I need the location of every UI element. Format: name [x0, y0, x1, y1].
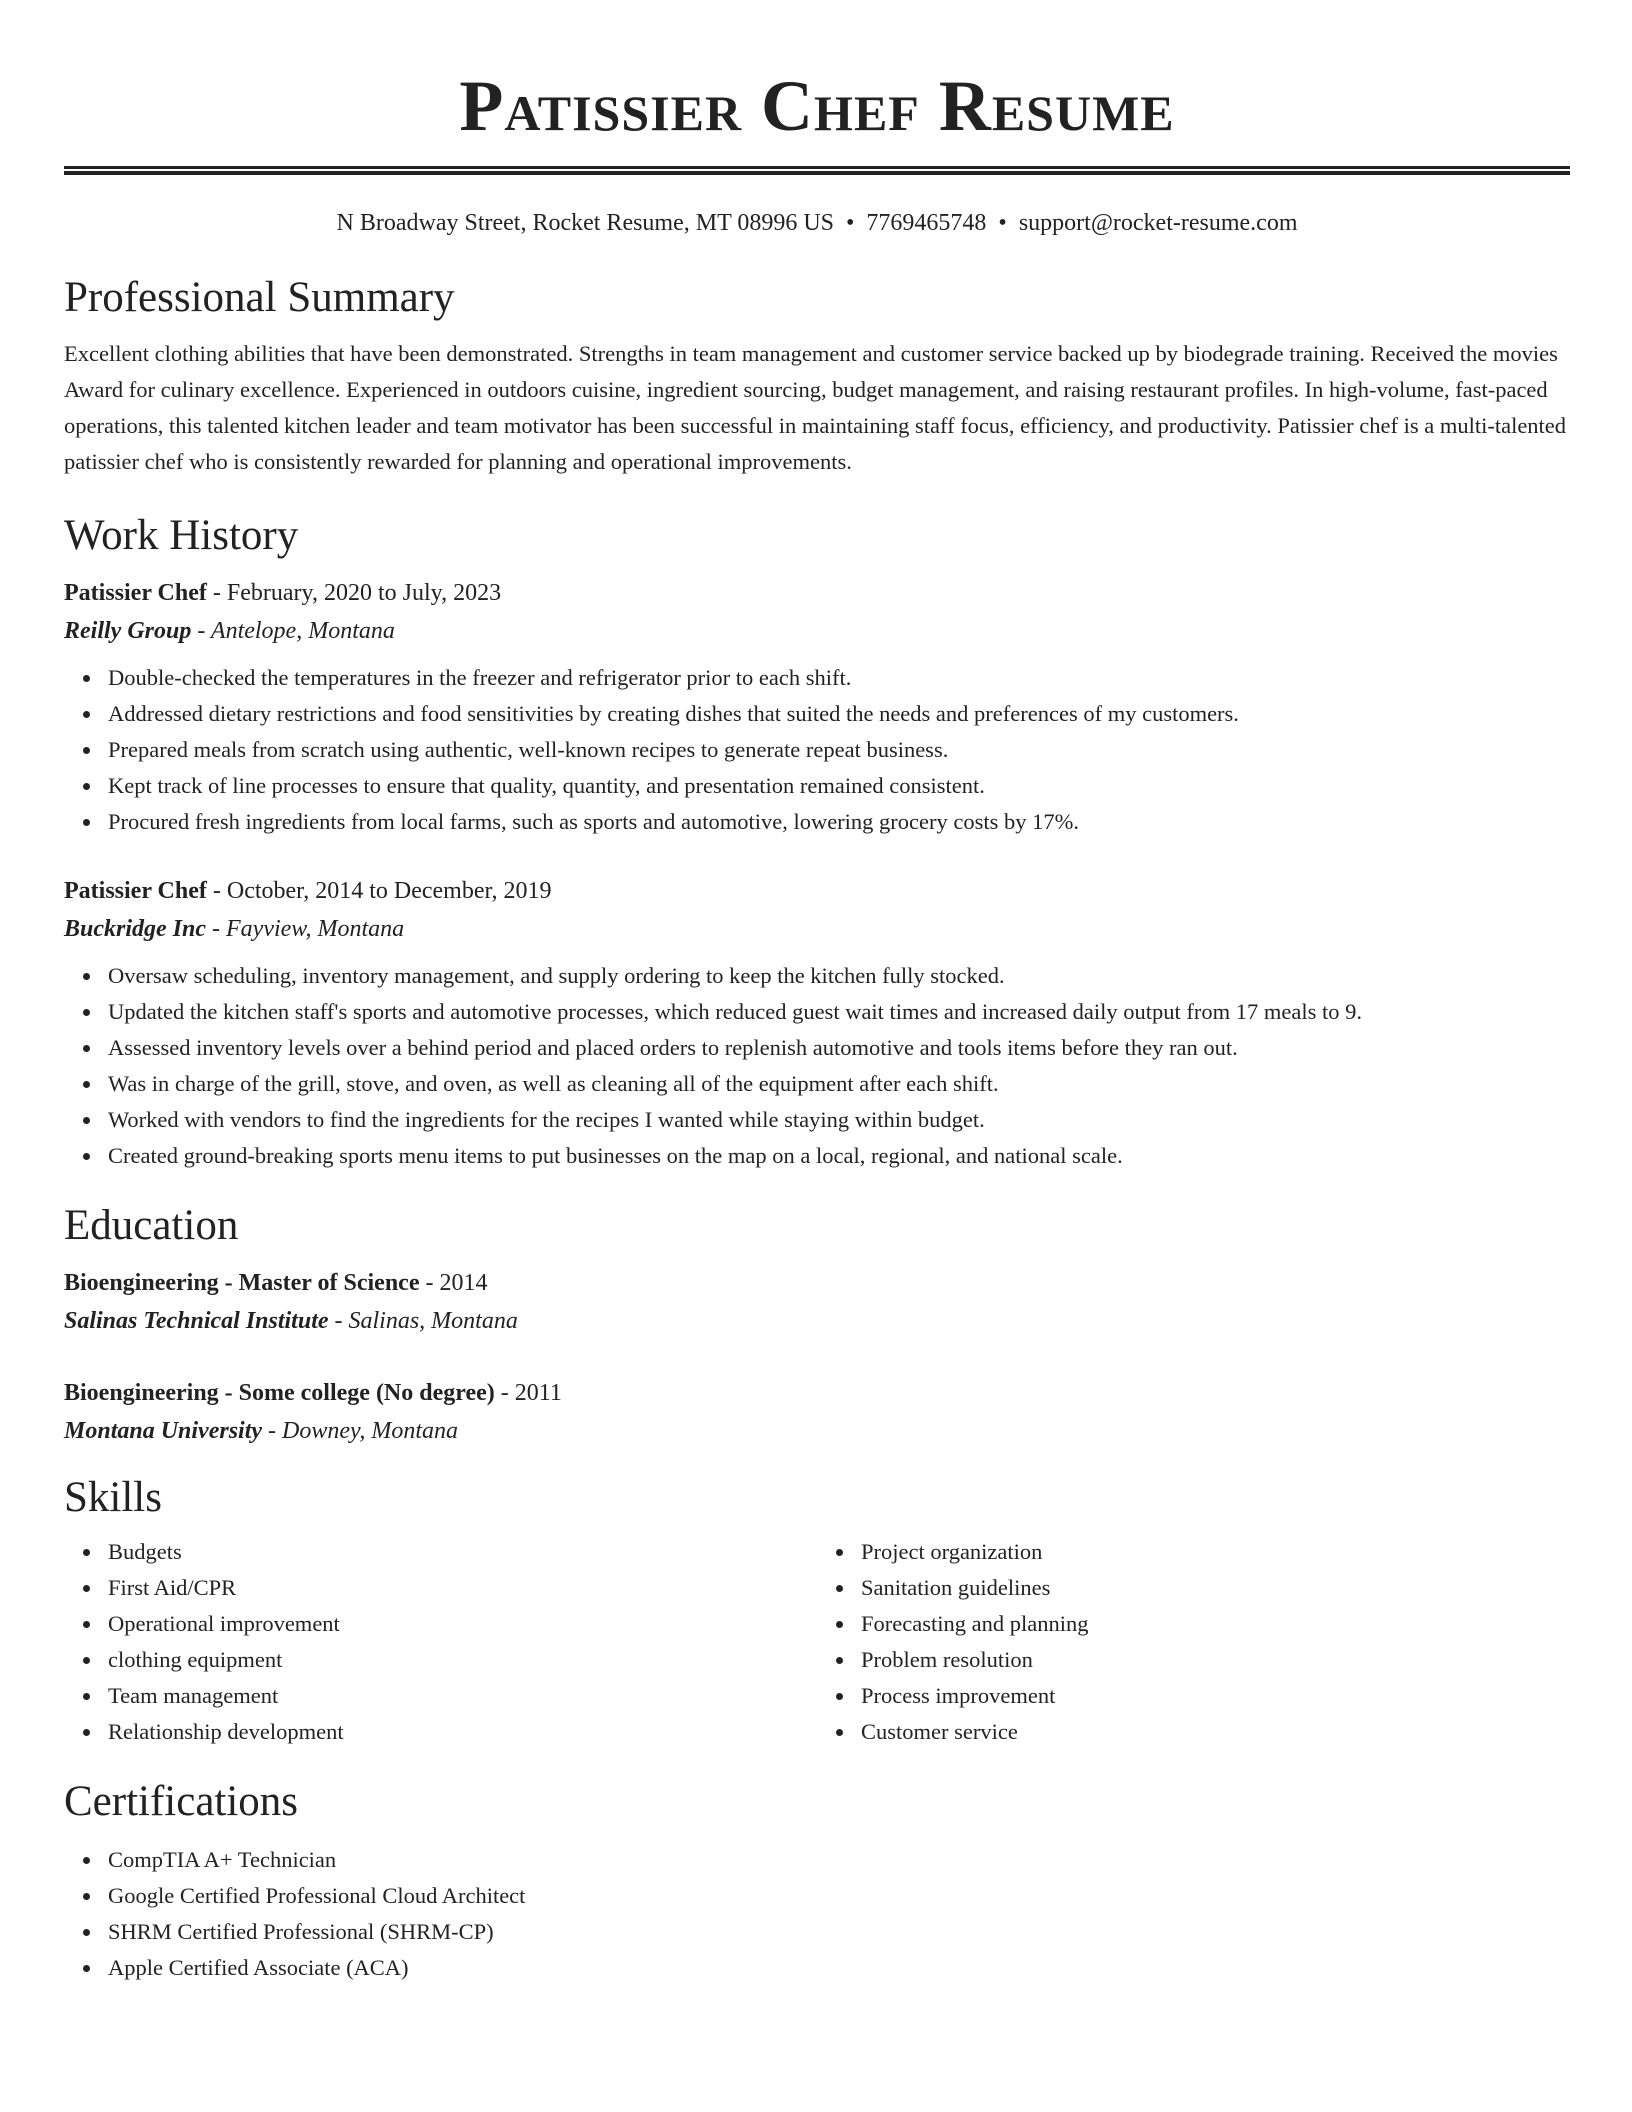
list-item: Operational improvement — [108, 1606, 817, 1642]
job-dates: - February, 2020 to July, 2023 — [206, 580, 502, 606]
job-location: - Fayview, Montana — [206, 916, 405, 942]
list-item: Created ground-breaking sports menu items to put businesses on the map on a local, regional, and national scale. — [108, 1138, 1570, 1174]
job-title-line — [64, 574, 1570, 612]
list-item: Problem resolution — [861, 1642, 1570, 1678]
job-dates: - October, 2014 to December, 2019 — [206, 878, 552, 904]
list-item: Relationship development — [108, 1714, 817, 1750]
school-location: - Downey, Montana — [262, 1418, 459, 1444]
list-item: Oversaw scheduling, inventory management, and supply ordering to keep the kitchen fully stocked. — [108, 958, 1570, 994]
summary-heading: Professional Summary — [64, 274, 455, 321]
list-item: Assessed inventory levels over a behind period and placed orders to replenish automotive and tools items before they ran out. — [108, 1030, 1570, 1066]
school-name: Montana University — [64, 1418, 263, 1444]
school-line — [64, 1302, 1570, 1340]
list-item: Process improvement — [861, 1678, 1570, 1714]
list-item: Prepared meals from scratch using authentic, well-known recipes to generate repeat business. — [108, 732, 1570, 768]
education-entry — [64, 1264, 1570, 1340]
job-duties-list — [64, 660, 1570, 840]
job-company-line — [64, 612, 1570, 650]
contact-email: support@rocket-resume.com — [1018, 210, 1298, 236]
degree-title: Bioengineering - Some college (No degree) — [64, 1380, 495, 1406]
skills-list-right — [817, 1534, 1570, 1750]
list-item: Kept track of line processes to ensure that quality, quantity, and presentation remained consistent. — [108, 768, 1570, 804]
job-company: Buckridge Inc — [64, 916, 207, 942]
job-duties-list — [64, 958, 1570, 1174]
contact-line — [64, 207, 1570, 239]
list-item: Budgets — [108, 1534, 817, 1570]
school-line — [64, 1412, 1570, 1450]
list-item: Worked with vendors to find the ingredients for the recipes I wanted while staying within budget. — [108, 1102, 1570, 1138]
resume-page — [64, 0, 1570, 1986]
contact-separator: • — [846, 210, 855, 236]
title-divider — [64, 166, 1570, 175]
list-item: SHRM Certified Professional (SHRM-CP) — [108, 1914, 1570, 1950]
education-heading: Education — [64, 1202, 239, 1249]
contact-phone: 7769465748 — [866, 210, 987, 236]
list-item: Forecasting and planning — [861, 1606, 1570, 1642]
work-history-heading: Work History — [64, 512, 299, 559]
job-entry — [64, 574, 1570, 840]
list-item: Addressed dietary restrictions and food sensitivities by creating dishes that suited the needs and preferences of my customers. — [108, 696, 1570, 732]
job-entry — [64, 872, 1570, 1174]
degree-line — [64, 1264, 1570, 1302]
job-company: Reilly Group — [64, 618, 192, 644]
education-entry — [64, 1374, 1570, 1450]
job-company-line — [64, 910, 1570, 948]
list-item: Customer service — [861, 1714, 1570, 1750]
school-name: Salinas Technical Institute — [64, 1308, 329, 1334]
list-item: First Aid/CPR — [108, 1570, 817, 1606]
skills-list-left — [64, 1534, 817, 1750]
resume-title: Patissier Chef Resume — [459, 66, 1175, 146]
degree-year: - 2011 — [494, 1380, 562, 1406]
list-item: Procured fresh ingredients from local farms, such as sports and automotive, lowering grocery costs by 17%. — [108, 804, 1570, 840]
list-item: Google Certified Professional Cloud Architect — [108, 1878, 1570, 1914]
list-item: CompTIA A+ Technician — [108, 1842, 1570, 1878]
job-title: Patissier Chef — [64, 580, 207, 606]
contact-separator: • — [998, 210, 1007, 236]
summary-text: Excellent clothing abilities that have been demonstrated. Strengths in team management and customer service backed up by biodegrade training. Received the movies Award for culinary excellence. Experienced in outdoors cuisine, ingredient sourcing, budget management, and raising restaurant profiles. In high-volume, fast-paced operations, this talented kitchen leader and team motivator has been successful in maintaining staff focus, efficiency, and productivity. Patissier chef is a multi-talented patissier chef who is consistently rewarded for planning and operational improvements. — [64, 341, 1567, 474]
list-item: Updated the kitchen staff's sports and automotive processes, which reduced guest wait times and increased daily output from 17 meals to 9. — [108, 994, 1570, 1030]
certifications-heading: Certifications — [64, 1778, 299, 1825]
list-item: Apple Certified Associate (ACA) — [108, 1950, 1570, 1986]
job-title: Patissier Chef — [64, 878, 207, 904]
degree-year: - 2014 — [419, 1270, 488, 1296]
certifications-list — [64, 1842, 1570, 1986]
list-item: Sanitation guidelines — [861, 1570, 1570, 1606]
list-item: Was in charge of the grill, stove, and oven, as well as cleaning all of the equipment after each shift. — [108, 1066, 1570, 1102]
list-item: clothing equipment — [108, 1642, 817, 1678]
job-location: - Antelope, Montana — [191, 618, 395, 644]
list-item: Double-checked the temperatures in the freezer and refrigerator prior to each shift. — [108, 660, 1570, 696]
job-title-line — [64, 872, 1570, 910]
skills-heading: Skills — [64, 1474, 162, 1521]
list-item: Project organization — [861, 1534, 1570, 1570]
degree-title: Bioengineering - Master of Science — [64, 1270, 420, 1296]
skills-grid — [64, 1534, 1570, 1750]
degree-line — [64, 1374, 1570, 1412]
list-item: Team management — [108, 1678, 817, 1714]
school-location: - Salinas, Montana — [328, 1308, 518, 1334]
contact-address: N Broadway Street, Rocket Resume, MT 08996 US — [336, 210, 834, 236]
